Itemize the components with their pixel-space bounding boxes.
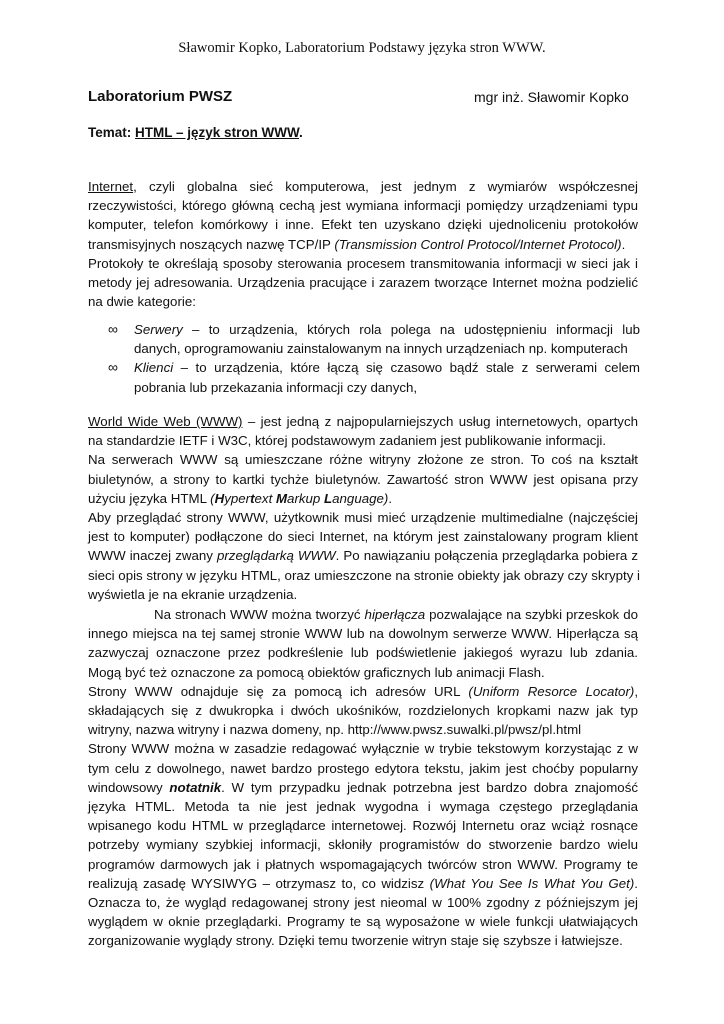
text-span: . [621, 236, 626, 252]
text-span: – jest jedną z najpopularniejszych usług internetowych, opartych [242, 414, 638, 429]
text-line: zorganizowanie wyglądy strony. Dzięki temu tworzenie witryn staje się szybsze i łatwiejsze. [88, 933, 623, 949]
paragraph-www [88, 412, 641, 604]
paragraph-internet [88, 177, 638, 311]
text-line [88, 546, 638, 565]
topic-value: HTML – język stron WWW [135, 125, 300, 140]
infinity-bullet-icon: ∞ [108, 321, 118, 337]
term-notatnik: notatnik [169, 779, 222, 795]
text-span: . [634, 875, 638, 891]
text-line: składających się z dwukropka i dwóch ukośników, rozdzielonych kropkami nazw jak typ [88, 703, 638, 719]
text-line [134, 358, 640, 377]
text-line: programów darmowych jak i płatnych wspomagających twórców stron WWW. Programy te [88, 856, 638, 872]
text-line: innego miejsca na tej samej stronie WWW lub na dowolnym serwerze WWW. Hiperłącza są [88, 626, 638, 642]
text-line [88, 605, 638, 624]
term-url: (Uniform Resorce Locator) [468, 683, 635, 699]
text-line: wyświetla je na ekranie urządzenia. [88, 586, 298, 602]
bullet-list [108, 320, 640, 397]
page-header: Sławomir Kopko, Laboratorium Podstawy języka stron WWW. [178, 40, 546, 56]
text-line [88, 177, 638, 196]
text-line: potrzeby wymiany szybkiej informacji, skłoniły programistów do stworzenie bardzo wielu [88, 837, 638, 853]
term-wysiwyg: (What You See Is What You Get) [429, 875, 635, 891]
lab-title: Laboratorium PWSZ [88, 88, 233, 105]
text-line: Oznacza to, że wygląd redagowanej strony jest nieomal w 100% zgodny z późniejszym jej [88, 895, 638, 911]
text-span: , czyli globalna sieć komputerowa, jest jednym z wymiarów współczesnej [133, 179, 638, 194]
text-line: witryny, nazwa witryny i nazwa domeny, np. http://www.pwsz.suwalki.pl/pwsz/pl.html [88, 722, 582, 738]
text-span: (Transmission Control Protocol/Internet Protocol) [334, 236, 622, 252]
text-span: . Po nawiązaniu połączenia przeglądarka pobiera z [335, 548, 638, 564]
text-span: użyciu języka HTML [88, 490, 211, 506]
term-internet: Internet [88, 179, 134, 194]
topic-end: . [299, 125, 303, 140]
term-hiperlacza: hiperłącza [364, 607, 426, 622]
text-line: jest to komputer) podłączone do sieci Internet, na którym jest zainstalowany program klient [88, 529, 638, 545]
text-line: zazwyczaj oznaczone przez podkreślenie lub podświetlenie jakiegoś wyrazu lub zdania. [88, 645, 638, 661]
text-line [88, 682, 638, 701]
text-span: – to urządzenia, które łączą się czasowo bądź stale z serwerami celem [173, 360, 640, 376]
text-line [88, 235, 638, 254]
text-line: Na serwerach WWW są umieszczane różne witryny złożone ze stron. To coś na kształt [88, 452, 638, 468]
text-line: Protokoły te określają sposoby sterowania procesem transmitowania informacji w sieci jak i [88, 255, 638, 271]
text-line: wyglądem w oknie przeglądarki. Programy te są wyposażone w wiele funkcji ułatwiających [88, 914, 638, 930]
text-span: WWW inaczej zwany [88, 548, 217, 564]
text-span: pozwalające na szybki przeskok do [425, 607, 638, 622]
author-name: mgr inż. Sławomir Kopko [474, 89, 629, 105]
list-item [108, 358, 640, 396]
list-item [108, 320, 640, 358]
text-line: komputer, telefon komórkowy i inne. Efekt ten uzyskano dzięki ujednoliceniu protokołów [88, 217, 638, 233]
html-expansion: (Hypertext Markup Language) [210, 490, 389, 506]
infinity-bullet-icon: ∞ [108, 359, 118, 376]
text-line [88, 778, 638, 797]
paragraph-hyperlinks [88, 605, 638, 951]
text-line [88, 412, 638, 431]
topic-line [88, 125, 303, 140]
text-line: Strony WWW można w zasadzie redagować wyłącznie w trybie tekstowym korzystając z w [88, 741, 638, 757]
topic-label: Temat: [88, 125, 132, 140]
text-line: metody jej adresowania. Urządzenia pracujące i zarazem tworzące Internet można podzielić [88, 275, 638, 291]
text-line: pobrania lub przekazania informacji czy danych, [134, 379, 418, 395]
text-line: na standardzie IETF i W3C, której podstawowym zadaniem jest publikowanie informacji. [88, 433, 607, 449]
text-span: – to urządzenia, których rola polega na udostępnieniu informacji lub [182, 322, 640, 337]
text-line: biuletynów, a strony to kartki tychże biuletynów. Zawartość stron WWW jest opisana przy [88, 471, 638, 487]
text-line [88, 489, 638, 508]
term-www: World Wide Web (WWW) [88, 414, 243, 429]
text-line: tym celu z dowolnego, nawet bardzo prostego edytora tekstu, jakim jest choćby popularny [88, 760, 638, 776]
text-span: , [634, 683, 639, 699]
text-line [134, 320, 640, 339]
text-span: . [388, 490, 393, 506]
term-przegladarka: przeglądarką WWW [216, 548, 336, 564]
text-span: transmisyjnych noszących nazwę TCP/IP [88, 236, 335, 252]
text-span: Na stronach WWW można tworzyć [154, 607, 365, 622]
text-line: na dwie kategorie: [88, 294, 196, 310]
text-line: Mogą być też oznaczone za pomocą obiektów graficznych lub animacji Flash. [88, 664, 545, 680]
text-line: sieci opis strony w języku HTML, oraz umieszczone na stronie obiekty jak obrazy czy skrypty i [88, 567, 641, 583]
term-klienci: Klienci [134, 360, 174, 376]
text-line: Aby przeglądać strony WWW, użytkownik musi mieć urządzenie multimedialne (najczęściej [88, 510, 638, 526]
text-span: realizują zasadę WYSIWYG – otrzymasz to, co widzisz [88, 875, 430, 891]
text-span: windowsowy [88, 779, 170, 795]
text-line [88, 874, 638, 893]
text-line: rzeczywistości, którego główną cechą jest wymiana informacji pomiędzy urządzeniami typu [88, 198, 638, 214]
text-span: Strony WWW odnajduje się za pomocą ich adresów URL [88, 683, 469, 699]
text-line: danych, oprogramowaniu zainstalowanym na innych urządzeniach np. komputerach [134, 341, 628, 357]
term-serwery: Serwery [134, 322, 183, 337]
text-line: wpisanego kodu HTML w przeglądarce internetowej. Rozwój Internetu oraz wciąż rosnące [88, 818, 638, 834]
text-span: . W tym przypadku jednak potrzebna jest bardzo dobra znajomość [221, 779, 639, 795]
text-line: języka HTML. Metoda ta nie jest jednak wygodna i wymaga częstego przeglądania [88, 799, 638, 815]
